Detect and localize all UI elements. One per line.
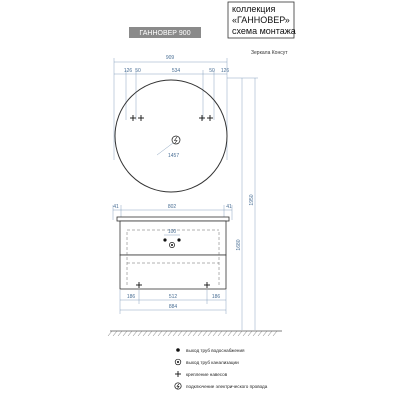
floor-hatch-line	[158, 331, 162, 336]
floor-hatch-line	[203, 331, 207, 336]
svg-text:подключение электрического про: подключение электрического провода	[186, 384, 268, 389]
dim-cab-right: 41	[226, 204, 232, 210]
floor-hatch-line	[183, 331, 187, 336]
header-line-1: коллекция	[232, 4, 276, 14]
floor-hatch-line	[218, 331, 222, 336]
floor-hatch-line	[233, 331, 237, 336]
dim-cab-left: 41	[113, 204, 119, 210]
floor-hatch-line	[138, 331, 142, 336]
dim-vertical-outer: 1950	[249, 194, 255, 206]
dim-top-total: 909	[165, 55, 175, 61]
cross-icon	[199, 115, 205, 121]
floor-hatch-line	[123, 331, 127, 336]
floor-hatch-line	[238, 331, 242, 336]
dim-vertical-inner: 1680	[236, 239, 242, 251]
dot-icon	[176, 348, 180, 352]
drain-icon	[169, 242, 174, 247]
floor-hatch-line	[213, 331, 217, 336]
floor-hatch-line	[273, 331, 277, 336]
floor-hatch-line	[223, 331, 227, 336]
floor-hatch-line	[193, 331, 197, 336]
floor-hatch-line	[268, 331, 272, 336]
floor-hatch-line	[168, 331, 172, 336]
floor-hatch-line	[198, 331, 202, 336]
dim-top-left-inner: 50	[135, 68, 141, 74]
dim-top-right-inner: 50	[209, 68, 215, 74]
dim-top-left-outer: 126	[123, 68, 133, 74]
cabinet	[117, 217, 229, 289]
dim-cab-center: 100	[167, 229, 177, 235]
legend-item-mount	[175, 371, 228, 377]
svg-text:выход труб канализации: выход труб канализации	[186, 360, 239, 365]
legend-item-socket	[175, 383, 268, 389]
floor-hatch-line	[153, 331, 157, 336]
floor-hatch-line	[118, 331, 122, 336]
floor	[108, 331, 282, 336]
mirror-outline	[115, 80, 227, 192]
floor-hatch-line	[248, 331, 252, 336]
floor-hatch-line	[263, 331, 267, 336]
floor-hatch-line	[258, 331, 262, 336]
floor-hatch-line	[188, 331, 192, 336]
model-badge-label: ГАННОВЕР 900	[139, 30, 191, 37]
legend-item-water	[176, 348, 245, 353]
cross-icon	[175, 371, 181, 377]
floor-hatch-line	[243, 331, 247, 336]
socket-icon	[175, 383, 181, 389]
header-line-3: схема монтажа	[232, 26, 296, 36]
floor-hatch-line	[208, 331, 212, 336]
cross-icon	[207, 115, 213, 121]
floor-hatch-line	[178, 331, 182, 336]
svg-text:крепление навесов: крепление навесов	[186, 372, 228, 377]
water-outlet-dot	[163, 238, 166, 241]
floor-hatch-line	[108, 331, 112, 336]
socket-icon	[172, 136, 180, 144]
model-badge	[129, 27, 201, 38]
floor-hatch-line	[163, 331, 167, 336]
mirror-mounts	[130, 115, 213, 121]
floor-hatch-line	[143, 331, 147, 336]
floor-hatch-line	[228, 331, 232, 336]
floor-hatch-line	[173, 331, 177, 336]
dim-bot-total: 884	[168, 304, 178, 310]
floor-hatch-line	[148, 331, 152, 336]
mirror-note: Зеркала Консут	[251, 50, 288, 56]
dim-socket-callout: 1457	[168, 153, 180, 159]
dim-top-right-outer: 126	[220, 68, 230, 74]
dim-bot-left: 186	[126, 294, 136, 300]
floor-hatch-line	[133, 331, 137, 336]
header-line-2: «ГАННОВЕР»	[232, 15, 290, 25]
cross-icon	[130, 115, 136, 121]
floor-hatch-line	[128, 331, 132, 336]
floor-hatch-line	[253, 331, 257, 336]
dim-top-middle: 534	[171, 68, 181, 74]
dim-bot-right: 186	[211, 294, 221, 300]
water-outlet-dot	[177, 238, 180, 241]
top-dimensions	[114, 55, 229, 160]
header-box	[228, 2, 296, 38]
svg-text:выход труб водоснабжения: выход труб водоснабжения	[186, 348, 245, 353]
drain-icon	[175, 359, 181, 365]
bottom-dimensions	[120, 290, 226, 314]
dim-cab-width: 802	[167, 204, 177, 210]
legend-item-drain	[175, 359, 239, 365]
dim-bot-middle: 512	[168, 294, 178, 300]
legend	[175, 348, 268, 389]
floor-hatch-line	[113, 331, 117, 336]
cross-icon	[138, 115, 144, 121]
